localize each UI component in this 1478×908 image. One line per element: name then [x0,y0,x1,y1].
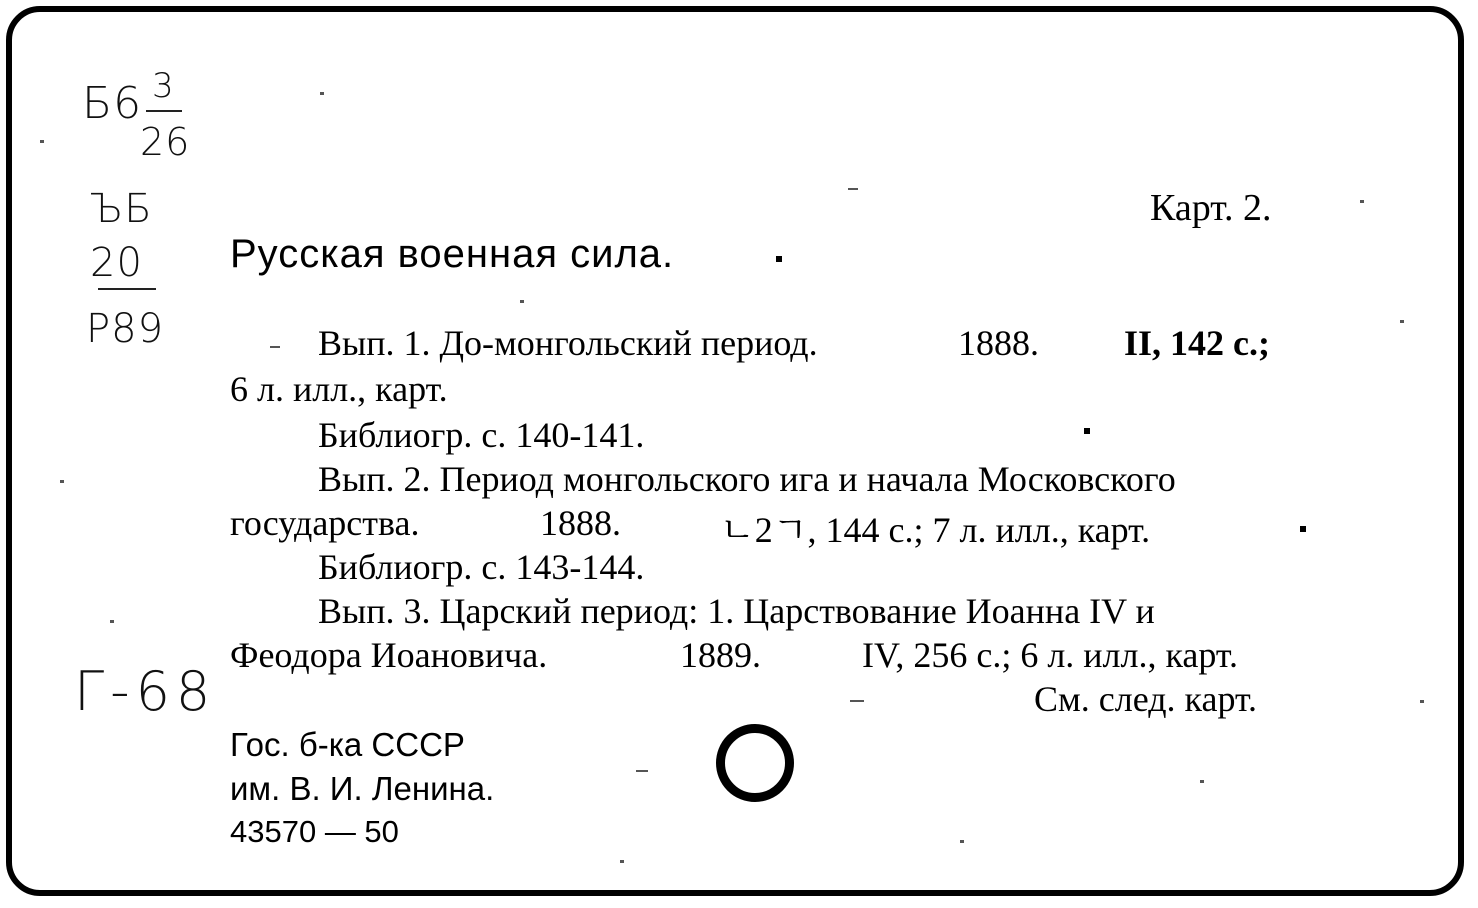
speck [110,620,114,623]
speck [620,860,624,863]
vyp2-line2-pages: ㄴ2ㄱ, 144 с.; 7 л. илл., карт. [720,510,1151,550]
speck [848,188,858,190]
library-line3: 43570 — 50 [230,814,399,849]
speck [60,480,64,483]
shelfmark-class-line2: 20 [90,240,143,286]
vyp1-line1-pages: II, 142 с.; [1124,323,1270,363]
shelfmark-class-line1: ЪБ [90,186,153,232]
vyp2-line1: Вып. 2. Период монгольского ига и начала Московского [318,459,1176,499]
card-punch-hole [716,724,794,802]
speck [960,840,964,843]
vyp3-line2-title: Феодора Иоановича. [230,635,548,675]
speck [1360,200,1364,203]
see-next-card: См. след. карт. [1034,679,1258,719]
shelfmark-class-line3: Р89 [86,306,165,352]
speck [636,770,648,772]
vyp1-line2: 6 л. илл., карт. [230,369,448,409]
speck [270,346,280,348]
speck [520,300,524,303]
inventory-mark: Г-68 [74,660,217,723]
vyp1-bibliography: Библиогр. с. 140-141. [318,415,645,455]
speck [1400,320,1404,323]
shelfmark-class-underline [98,288,156,290]
speck [1084,428,1090,434]
speck [1200,780,1204,783]
vyp3-line2-year: 1889. [680,635,761,675]
speck [40,140,44,143]
vyp1-line1-title: Вып. 1. До-монгольский период. [318,323,818,363]
book-title: Русская военная сила. [230,232,675,276]
shelfmark-fraction-bar [146,110,182,112]
vyp2-line2-title: государства. [230,503,420,543]
speck [850,700,864,702]
speck [1420,700,1424,703]
vyp2-bibliography: Библиогр. с. 143-144. [318,547,645,587]
speck [320,92,324,95]
shelfmark-fraction-numerator: 3 [152,66,175,106]
library-line2: им. В. И. Ленина. [230,770,495,807]
speck [1300,526,1306,532]
library-line1: Гос. б-ка СССР [230,726,465,763]
vyp2-line2-year: 1888. [540,503,621,543]
shelfmark-fraction-denominator: 26 [140,120,191,164]
card-number: Карт. 2. [1150,187,1272,229]
vyp1-line1-year: 1888. [958,323,1039,363]
shelfmark-top-left: Б6 [82,78,143,129]
vyp3-line2-pages: IV, 256 с.; 6 л. илл., карт. [862,635,1238,675]
vyp3-line1: Вып. 3. Царский период: 1. Царствование Иоанна IV и [318,591,1155,631]
speck [776,256,782,262]
